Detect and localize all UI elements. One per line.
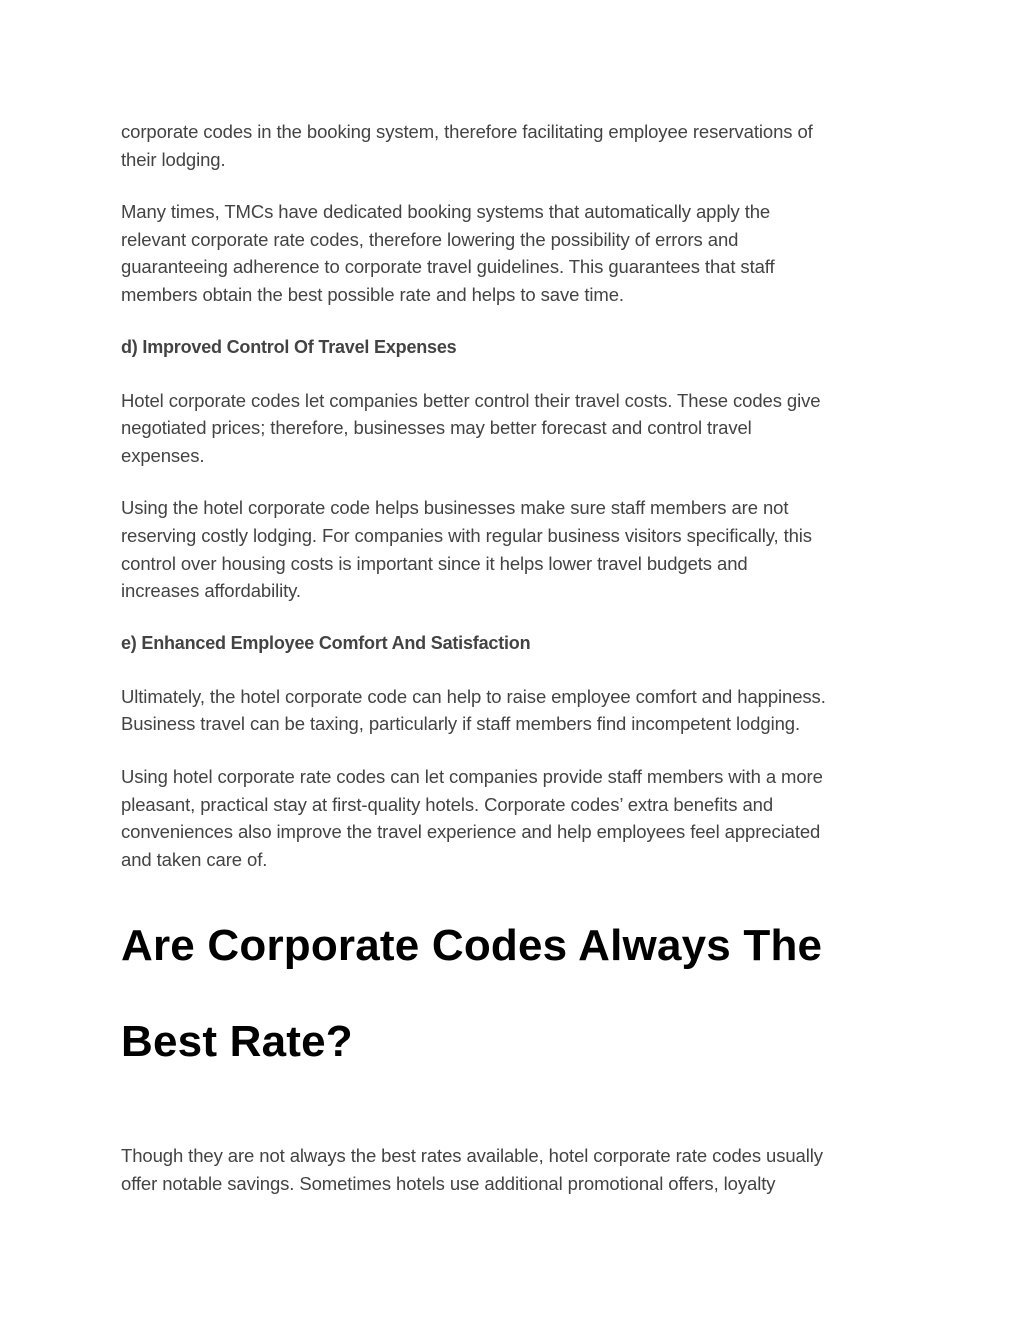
paragraph-costly-lodging <box>121 494 911 604</box>
text-line: guaranteeing adherence to corporate travel guidelines. This guarantees that staff <box>121 256 775 278</box>
text-line: Using the hotel corporate code helps businesses make sure staff members are not <box>121 497 789 519</box>
text-line: Ultimately, the hotel corporate code can help to raise employee comfort and happiness. <box>121 685 826 707</box>
heading-line: Are Corporate Codes Always The <box>121 921 823 971</box>
text-line: relevant corporate rate codes, therefore lowering the possibility of errors and <box>121 228 739 250</box>
section-heading <box>121 898 911 1090</box>
text-line: Many times, TMCs have dedicated booking systems that automatically apply the <box>121 201 771 223</box>
text-line: members obtain the best possible rate and helps to save time. <box>121 283 624 305</box>
text-line: pleasant, practical stay at first-quality hotels. Corporate codes’ extra benefits and <box>121 793 774 815</box>
text-line: increases affordability. <box>121 580 301 602</box>
text-line: offer notable savings. Sometimes hotels use additional promotional offers, loyalty <box>121 1172 776 1194</box>
subheading-employee-comfort: e) Enhanced Employee Comfort And Satisfaction <box>121 632 531 653</box>
text-line: corporate codes in the booking system, therefore facilitating employee reservations of <box>121 121 813 142</box>
document-page <box>121 118 911 1222</box>
text-line: reserving costly lodging. For companies with regular business visitors specifically, this <box>121 524 812 546</box>
text-line: and taken care of. <box>121 848 268 870</box>
text-line: Though they are not always the best rates available, hotel corporate rate codes usually <box>121 1145 823 1167</box>
paragraph-comfort-happiness <box>121 683 911 738</box>
paragraph-tmc-systems <box>121 198 911 308</box>
text-line: Using hotel corporate rate codes can let companies provide staff members with a more <box>121 765 823 787</box>
text-line: conveniences also improve the travel experience and help employees feel appreciated <box>121 821 821 843</box>
paragraph-best-rates <box>121 1142 911 1197</box>
paragraph-control-costs <box>121 387 911 470</box>
paragraph-booking-system <box>121 118 911 173</box>
text-line: Business travel can be taxing, particularly if staff members find incompetent lodging. <box>121 713 800 735</box>
text-line: negotiated prices; therefore, businesses may better forecast and control travel <box>121 417 752 439</box>
heading-line: Best Rate? <box>121 1017 353 1067</box>
paragraph-pleasant-stay <box>121 763 911 873</box>
text-line: expenses. <box>121 444 205 466</box>
text-line: Hotel corporate codes let companies better control their travel costs. These codes give <box>121 389 821 411</box>
text-line: control over housing costs is important since it helps lower travel budgets and <box>121 552 748 574</box>
text-line: their lodging. <box>121 148 226 170</box>
subheading-travel-expenses: d) Improved Control Of Travel Expenses <box>121 336 457 357</box>
